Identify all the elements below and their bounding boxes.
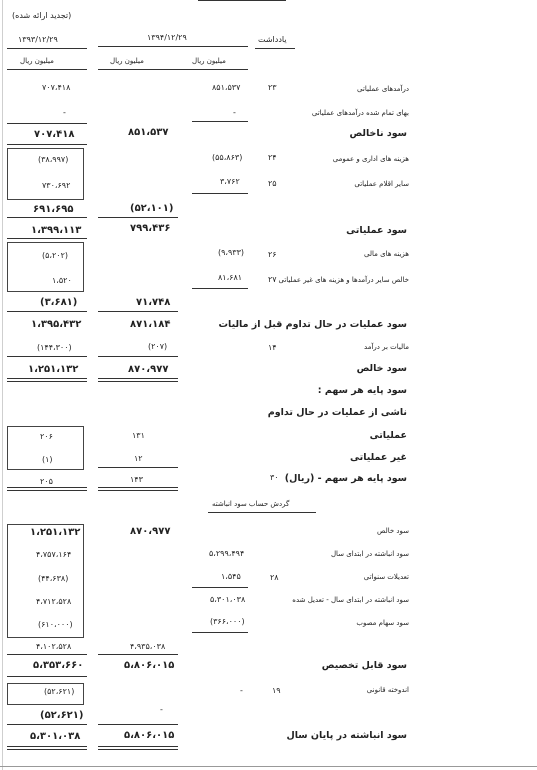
net-prev: ۱،۲۵۱،۱۳۲ [28,364,79,375]
distributable-prev: ۵،۳۵۳،۶۶۰ [33,660,84,671]
gross-profit-label: سود ناخالص [349,128,407,139]
legal-subtotal-prev: (۵۲،۶۲۱) [40,710,84,721]
fin-cost-label: هزینه های مالی [364,250,409,258]
eps-total-prev: ۲۰۵ [40,477,53,486]
eps-total-note: ۳۰ [270,473,279,482]
op-profit-prev: ۱،۳۹۹،۱۱۳ [31,225,82,236]
rule [7,238,87,239]
top-rule [198,0,286,1]
eps-continuing: ناشی از عملیات در حال تداوم [267,407,407,418]
legal-reserve-label: اندوخته قانونی [366,686,409,694]
fin-cost-detail: (۹،۹۳۳) [218,248,245,257]
op-profit-label: سود عملیاتی [346,225,407,236]
rule [7,746,87,747]
unit-cur-a: میلیون ریال [110,57,144,65]
re-opadj-detail: ۵،۳۰۱،۰۳۸ [210,595,246,604]
cost-of-sales-prev: - [63,108,66,117]
pretax-prev: ۱،۳۹۵،۴۳۲ [31,319,82,330]
re-net-prev: ۱،۲۵۱،۱۳۲ [30,527,81,538]
rule [98,490,178,491]
rule [98,46,248,47]
pretax-label: سود عملیات در حال تداوم قبل از مالیات [218,319,407,330]
rule [192,632,248,633]
rule [98,378,178,379]
restated-label: (تجدید ارائه شده) [12,11,72,20]
rule [7,48,87,49]
closing-label: سود انباشته در پایان سال [286,730,407,741]
rule [7,123,87,124]
eps-op-label: عملیاتی [369,430,407,441]
rule [98,654,178,655]
op-subtotal-cur: (۵۲،۱۰۱) [130,203,174,214]
cost-of-sales-detail: - [233,108,236,117]
revenue-detail: ۸۵۱،۵۳۷ [212,83,241,92]
re-dividend-detail: (۳۶۶،۰۰۰) [210,617,245,626]
date-prev: ۱۳۹۳/۱۲/۲۹ [18,35,58,44]
tax-note: ۱۴ [268,343,277,352]
other-op-note: ۲۵ [268,179,277,188]
re-opening-detail: ۵،۲۹۹،۴۹۴ [209,549,245,558]
rule [98,381,178,382]
rule [7,724,87,725]
net-label: سود خالص [356,363,407,374]
eps-title: سود پایه هر سهم : [317,385,407,396]
unit-prev: میلیون ریال [20,57,54,65]
re-adjust-note: ۲۸ [270,573,279,582]
admin-exp-detail: (۵۵،۸۶۳) [212,153,243,162]
rule [7,676,87,677]
other-op-prev: ۷۳۰،۶۹۲ [42,181,71,190]
revenue-label: درآمدهای عملیاتی [357,85,409,93]
non-op-prev: ۱،۵۲۰ [52,276,72,285]
eps-total-label: سود پایه هر سهم - (ریال) [284,473,407,484]
retained-title: گردش حساب سود انباشته [212,500,290,508]
rule [7,144,87,145]
rule [192,288,248,289]
legal-subtotal-cur: - [160,705,163,714]
non-op-note: ۲۷ [268,275,277,284]
re-sub1-cur: ۴،۹۳۵،۰۳۸ [130,642,166,651]
distributable-label: سود قابل تخصیص [321,660,407,671]
net-cur: ۸۷۰،۹۷۷ [128,364,169,375]
rule [255,48,295,49]
eps-op-cur: ۱۳۱ [132,431,145,440]
re-adjust-detail: ۱،۵۴۵ [221,572,241,581]
rule [7,490,87,491]
rule [7,654,87,655]
eps-nonop-prev: (۱) [42,455,53,464]
rule [98,487,178,488]
non-op-detail: ۸۱،۶۸۱ [218,273,243,282]
legal-reserve-note: ۱۹ [272,686,281,695]
pretax-cur: ۸۷۱،۱۸۴ [130,319,171,330]
rule [7,749,87,750]
rule [192,121,248,122]
tax-label: مالیات بر درآمد [364,343,409,351]
rule [98,311,178,312]
prev-group-box [7,242,84,292]
fin-cost-note: ۲۶ [268,250,277,259]
rule [192,193,248,194]
rule [7,311,87,312]
rule [7,69,87,70]
non-op-label: خالص سایر درآمدها و هزینه های غیر عملیاتی [278,276,409,284]
re-net-label: سود خالص [377,527,409,535]
rule [98,217,178,218]
revenue-note: ۲۳ [268,83,277,92]
rule [7,217,87,218]
rule [208,512,316,513]
admin-exp-label: هزینه های اداری و عمومی [332,155,409,163]
other-op-label: سایر اقلام عملیاتی [354,180,409,188]
re-adjust-label: تعدیلات سنواتی [363,573,409,581]
page-edge [2,0,3,770]
eps-total-cur: ۱۴۳ [130,475,143,484]
closing-cur: ۵،۸۰۶،۰۱۵ [124,730,175,741]
re-opening-prev: ۴،۷۵۷،۱۶۴ [36,550,72,559]
closing-prev: ۵،۳۰۱،۰۳۸ [30,731,81,742]
op-subtotal-prev: ۶۹۱،۶۹۵ [33,204,74,215]
rule [98,69,248,70]
rule [98,724,178,725]
rule [7,378,87,379]
rule [98,749,178,750]
tax-cur: (۲۰۷) [148,342,168,351]
rule [98,746,178,747]
unit-cur-b: میلیون ریال [192,57,226,65]
re-dividend-prev: (۶۱۰،۰۰۰) [38,620,73,629]
rule [98,356,178,357]
re-dividend-label: سود سهام مصوب [356,619,409,627]
re-opadj-prev: ۴،۷۱۲،۵۲۸ [36,597,72,606]
rule [192,587,248,588]
eps-op-prev: ۲۰۶ [40,432,53,441]
rule [7,381,87,382]
cost-of-sales-label: بهای تمام شده درآمدهای عملیاتی [311,109,409,117]
bottom-edge [0,766,537,767]
legal-reserve-prev: (۵۲،۶۲۱) [44,687,75,696]
note-column-header: یادداشت [258,35,287,44]
tax-prev: (۱۴۴،۳۰۰) [37,343,72,352]
op-profit-cur: ۷۹۹،۴۳۶ [130,223,171,234]
eps-nonop-label: غیر عملیاتی [350,452,407,463]
rule [7,356,87,357]
fin-cost-prev: (۵،۲۰۲) [42,251,69,260]
date-cur: ۱۳۹۴/۱۲/۲۹ [147,33,187,42]
legal-reserve-detail: - [240,686,243,695]
eps-nonop-cur: ۱۲ [134,454,143,463]
re-adjust-prev: (۴۴،۶۳۸) [38,574,69,583]
revenue-prev: ۷۰۷،۴۱۸ [42,83,71,92]
admin-exp-note: ۲۴ [268,153,277,162]
rule [7,487,87,488]
other-op-detail: ۳،۷۶۲ [220,177,240,186]
gross-profit-cur: ۸۵۱،۵۳۷ [128,127,169,138]
non-op-subtotal-prev: (۳،۶۸۱) [40,297,78,308]
re-opening-label: سود انباشته در ابتدای سال [330,550,409,558]
admin-exp-prev: (۳۸،۹۹۷) [38,155,69,164]
rule [98,467,178,468]
distributable-cur: ۵،۸۰۶،۰۱۵ [124,660,175,671]
re-net-cur: ۸۷۰،۹۷۷ [130,526,171,537]
re-sub1-prev: ۴،۱۰۲،۵۲۸ [36,642,72,651]
gross-profit-prev: ۷۰۷،۴۱۸ [34,129,75,140]
re-opadj-label: سود انباشته در ابتدای سال - تعدیل شده [292,596,409,604]
non-op-subtotal-cur: ۷۱،۷۴۸ [136,297,171,308]
